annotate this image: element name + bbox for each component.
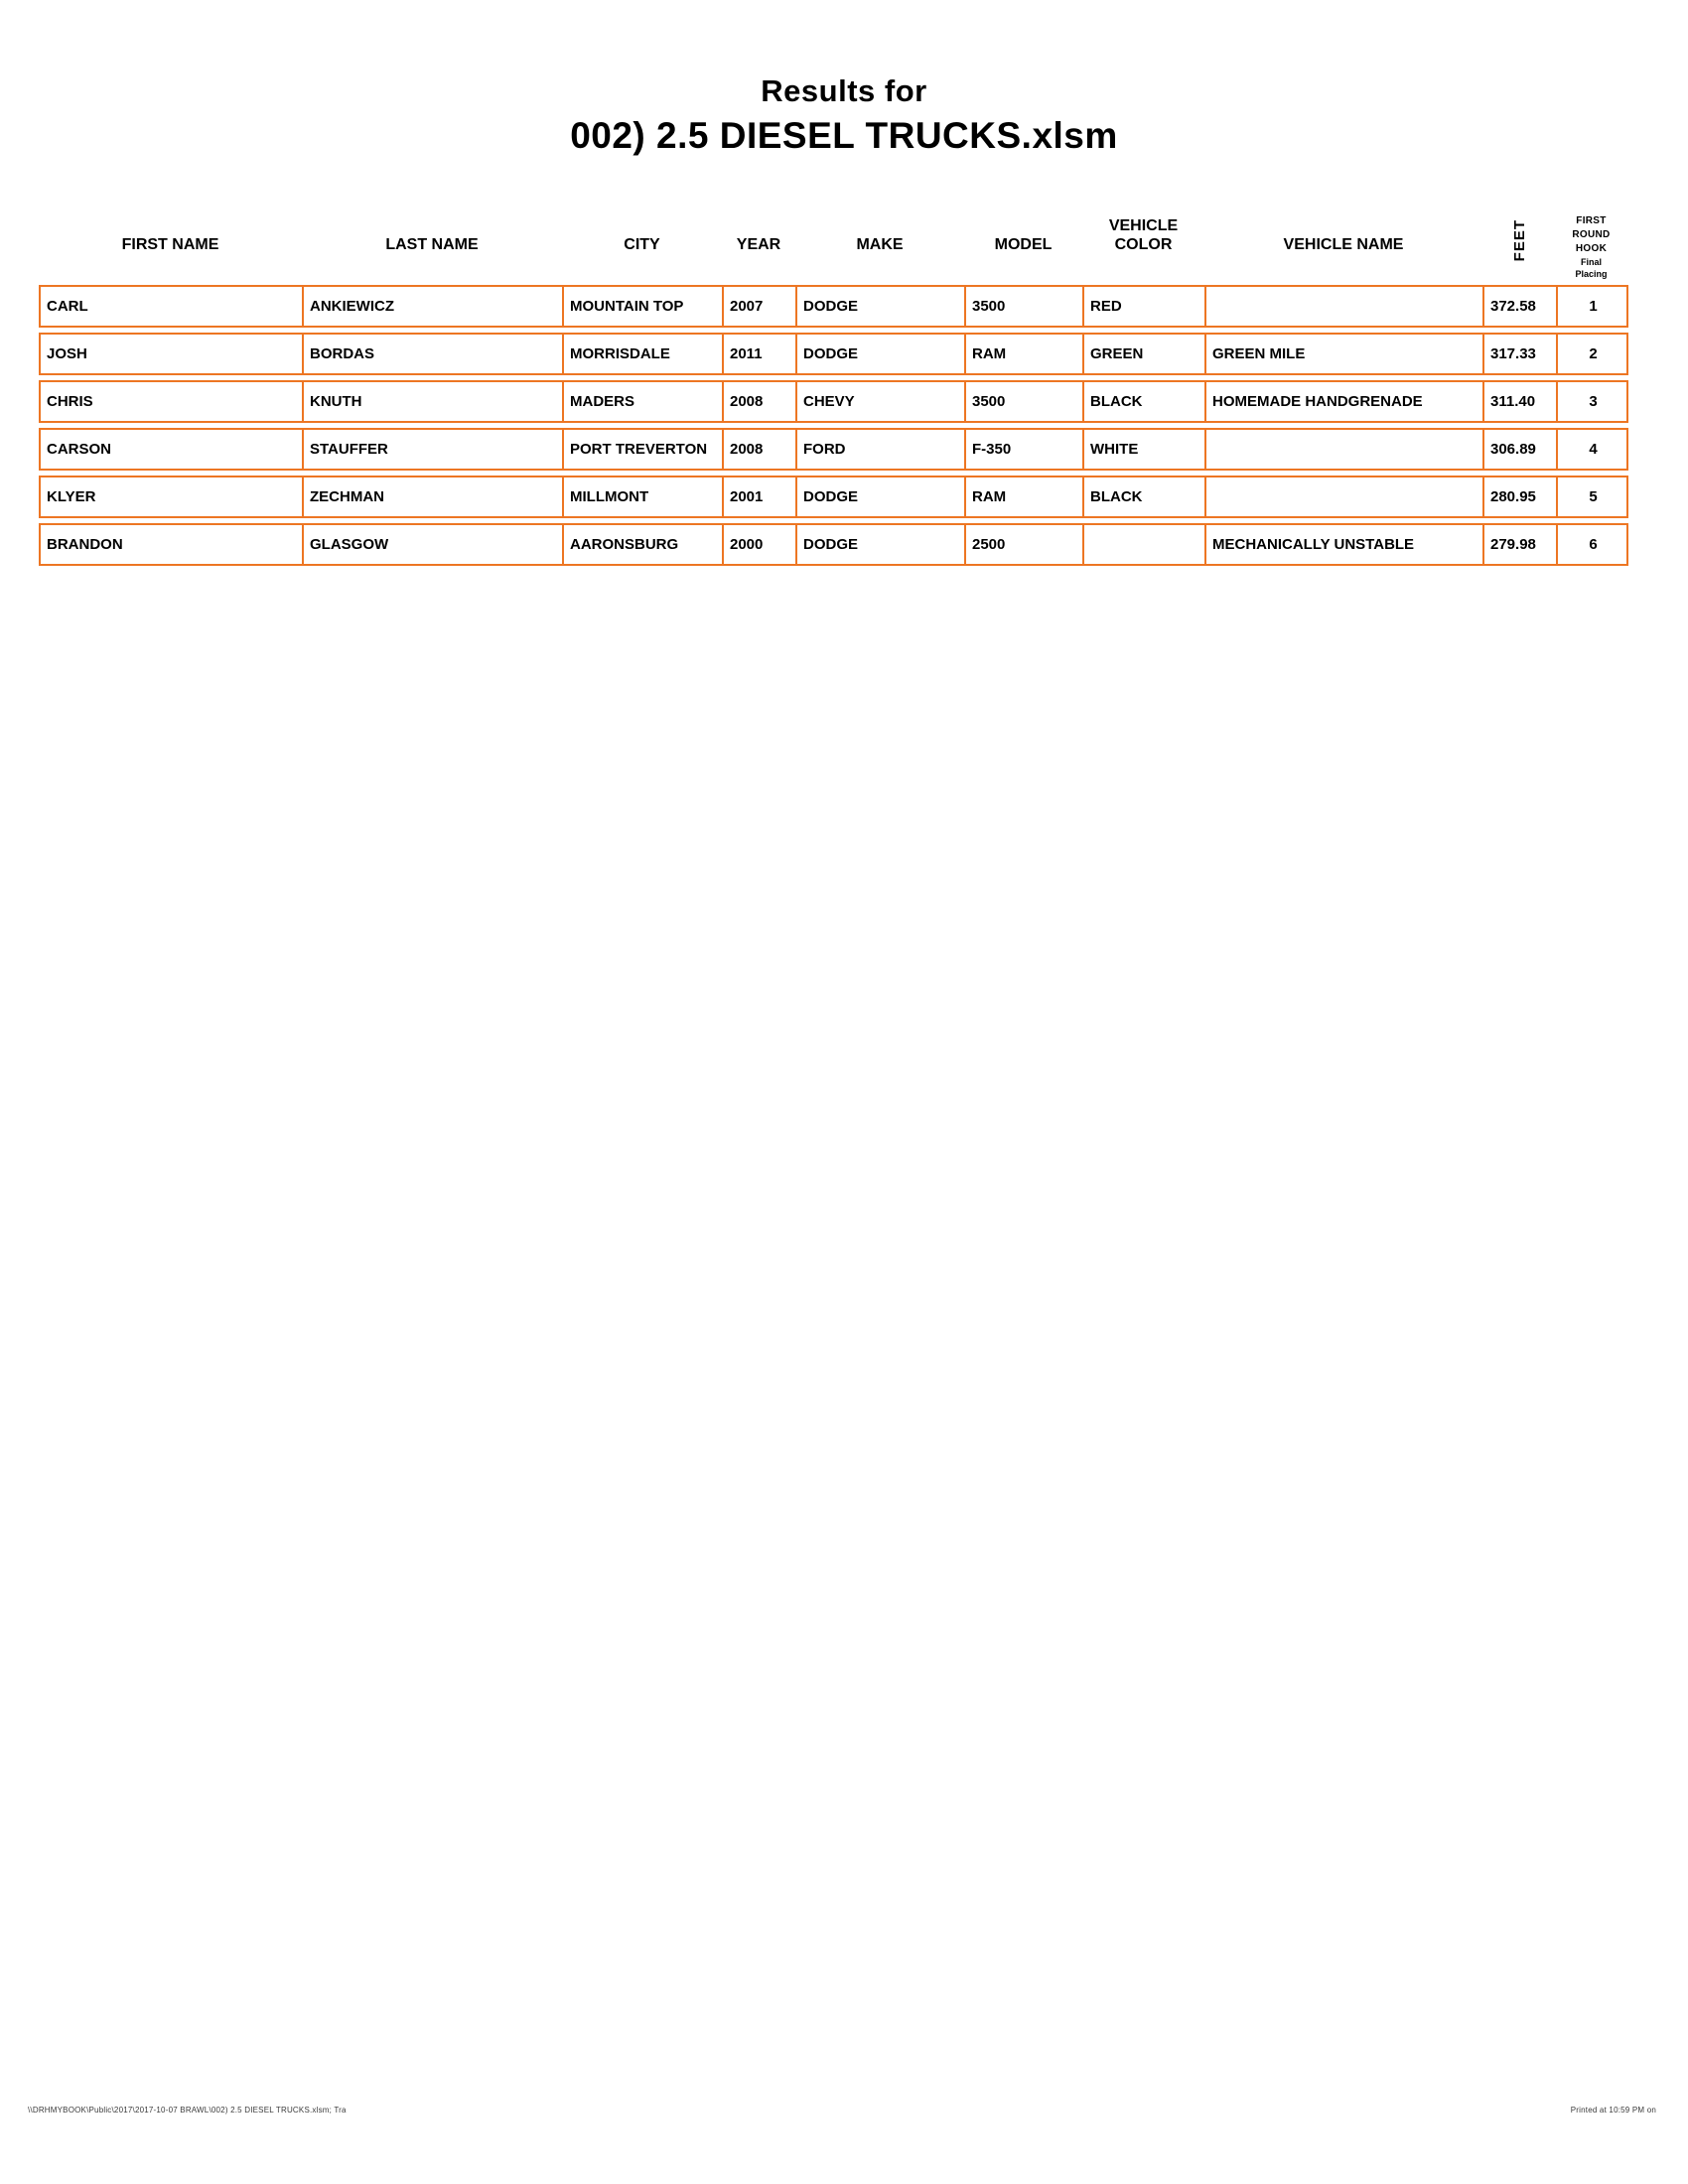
cell-placing: 4 (1589, 441, 1598, 458)
column-header-feet (1511, 219, 1528, 282)
column-header-make: MAKE (856, 236, 904, 253)
page-title (0, 0, 1688, 157)
cell-vehicle-color: GREEN (1084, 335, 1206, 373)
cell-first-name: JOSH (41, 335, 304, 373)
cell-last-name: STAUFFER (304, 430, 564, 469)
cell-year: 2011 (724, 335, 797, 373)
column-header-year: YEAR (736, 236, 781, 253)
cell-model: 2500 (966, 525, 1084, 564)
cell-placing: 6 (1589, 536, 1598, 553)
cell-last-name: BORDAS (304, 335, 564, 373)
cell-city: MOUNTAIN TOP (564, 287, 724, 326)
footer-printed-timestamp: Printed at 10:59 PM on (1570, 2106, 1656, 2115)
cell-last-name: ZECHMAN (304, 478, 564, 516)
table-row (39, 333, 1628, 375)
cell-model: F-350 (966, 430, 1084, 469)
table-row (39, 380, 1628, 423)
cell-year: 2008 (724, 382, 797, 421)
column-header-model: MODEL (994, 236, 1053, 253)
placing-label-line: Final (1580, 257, 1602, 267)
cell-vehicle-name: GREEN MILE (1206, 335, 1484, 373)
title-results-for: Results for (761, 73, 927, 108)
cell-make: DODGE (797, 525, 966, 564)
cell-vehicle-name (1206, 287, 1484, 326)
cell-first-name: CARL (41, 287, 304, 326)
cell-year: 2008 (724, 430, 797, 469)
cell-vehicle-color (1084, 525, 1206, 564)
cell-city: MADERS (564, 382, 724, 421)
cell-model: RAM (966, 478, 1084, 516)
cell-make: FORD (797, 430, 966, 469)
cell-placing: 5 (1589, 488, 1598, 505)
results-table (39, 184, 1628, 571)
cell-last-name: ANKIEWICZ (304, 287, 564, 326)
cell-first-name: CHRIS (41, 382, 304, 421)
placing-label-line: Placing (1575, 269, 1608, 279)
cell-vehicle-color: WHITE (1084, 430, 1206, 469)
cell-make: DODGE (797, 287, 966, 326)
table-header-row (39, 184, 1628, 282)
column-header-last-name: LAST NAME (385, 236, 479, 253)
footer-file-path: \\DRHMYBOOK\Public\2017\2017-10-07 BRAWL\002) 2.5 DIESEL TRUCKS.xlsm; Tra (28, 2106, 347, 2115)
table-body (39, 285, 1628, 566)
column-header-city: CITY (624, 236, 660, 253)
cell-year: 2000 (724, 525, 797, 564)
cell-model: 3500 (966, 287, 1084, 326)
cell-model: 3500 (966, 382, 1084, 421)
title-filename: 002) 2.5 DIESEL TRUCKS.xlsm (570, 115, 1118, 156)
cell-feet: 372.58 (1484, 287, 1558, 326)
cell-make: DODGE (797, 335, 966, 373)
cell-feet: 279.98 (1484, 525, 1558, 564)
cell-city: MORRISDALE (564, 335, 724, 373)
cell-year: 2007 (724, 287, 797, 326)
placing-label-line: FIRST (1576, 215, 1607, 226)
cell-city: AARONSBURG (564, 525, 724, 564)
cell-model: RAM (966, 335, 1084, 373)
cell-placing: 2 (1589, 345, 1598, 362)
cell-vehicle-color: BLACK (1084, 382, 1206, 421)
cell-last-name: GLASGOW (304, 525, 564, 564)
column-header-vehicle-name: VEHICLE NAME (1283, 236, 1404, 253)
table-row (39, 476, 1628, 518)
cell-first-name: KLYER (41, 478, 304, 516)
cell-vehicle-name (1206, 478, 1484, 516)
table-row (39, 285, 1628, 328)
column-header-vehicle-color: VEHICLE COLOR (1108, 217, 1179, 253)
cell-city: MILLMONT (564, 478, 724, 516)
cell-feet: 311.40 (1484, 382, 1558, 421)
cell-first-name: CARSON (41, 430, 304, 469)
table-row (39, 523, 1628, 566)
cell-first-name: BRANDON (41, 525, 304, 564)
cell-feet: 317.33 (1484, 335, 1558, 373)
cell-vehicle-name (1206, 430, 1484, 469)
cell-make: DODGE (797, 478, 966, 516)
column-header-placing (1556, 214, 1626, 282)
cell-vehicle-name: HOMEMADE HANDGRENADE (1206, 382, 1484, 421)
cell-vehicle-color: BLACK (1084, 478, 1206, 516)
cell-placing: 3 (1589, 393, 1598, 410)
placing-label-line: ROUND (1572, 229, 1611, 240)
cell-city: PORT TREVERTON (564, 430, 724, 469)
cell-feet: 306.89 (1484, 430, 1558, 469)
cell-last-name: KNUTH (304, 382, 564, 421)
cell-vehicle-color: RED (1084, 287, 1206, 326)
cell-feet: 280.95 (1484, 478, 1558, 516)
cell-make: CHEVY (797, 382, 966, 421)
column-header-first-name: FIRST NAME (121, 236, 219, 253)
feet-rotated-label: FEET (1510, 218, 1528, 261)
cell-placing: 1 (1589, 298, 1598, 315)
cell-vehicle-name: MECHANICALLY UNSTABLE (1206, 525, 1484, 564)
cell-year: 2001 (724, 478, 797, 516)
placing-label-line: HOOK (1575, 243, 1608, 254)
table-row (39, 428, 1628, 471)
